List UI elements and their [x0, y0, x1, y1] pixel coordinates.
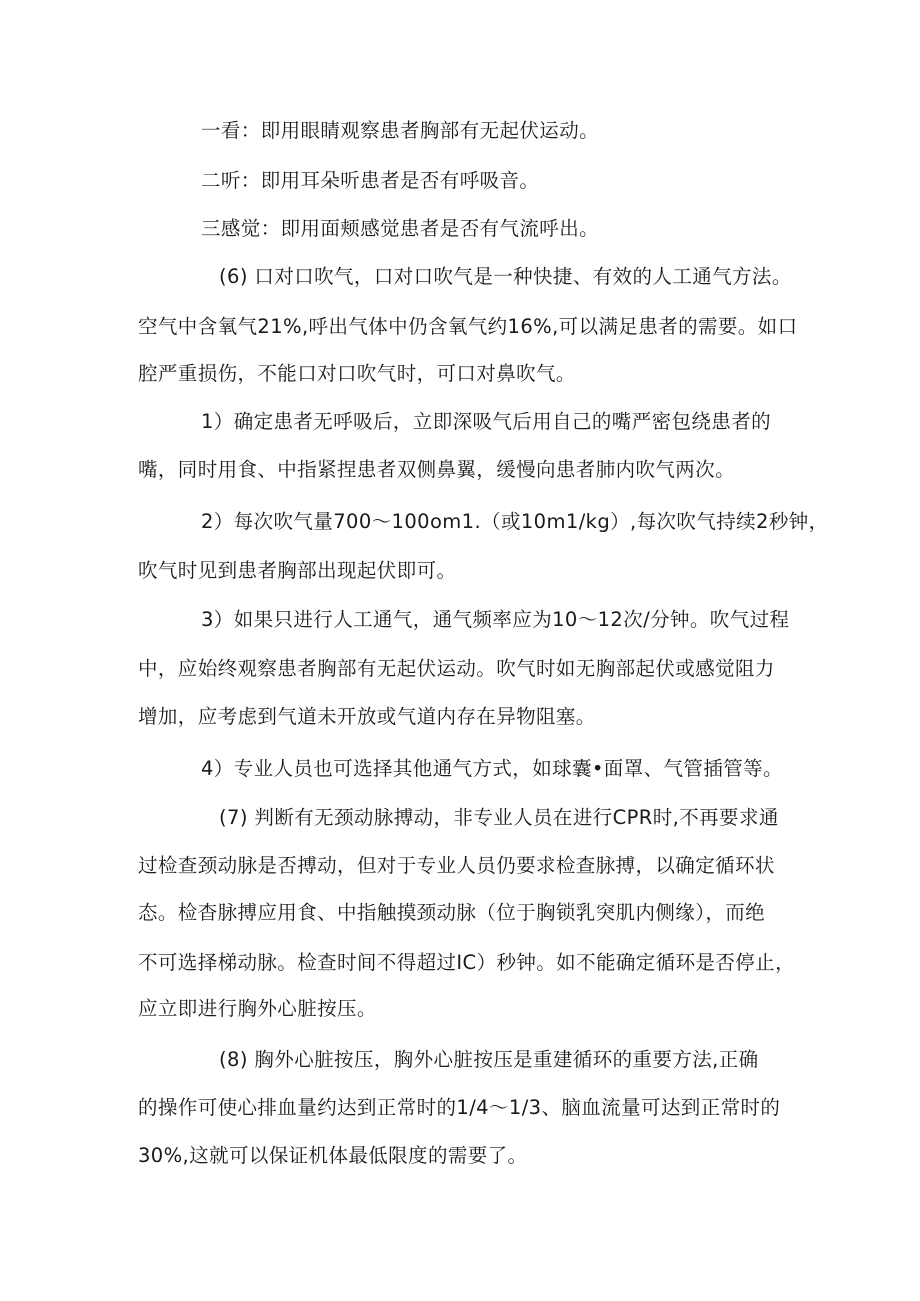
text-line: 吹气时见到患者胸部出现起伏即可。: [138, 559, 457, 582]
text-line: 嘴，同时用食、中指紧捏患者双侧鼻翼，缓慢向患者肺内吹气两次。: [138, 458, 736, 481]
text-line: 中，应始终观察患者胸部有无起伏运动。吹气时如无胸部起伏或感觉阻力: [138, 657, 775, 680]
text-line: 过检查颈动脉是否搏动，但对于专业人员仍要求检查脉搏，以确定循环状: [138, 854, 775, 877]
text-line: 不可选择梯动脉。检查时间不得超过IC）秒钟。如不能确定循环是否停止，: [138, 951, 795, 974]
text-line: 3）如果只进行人工通气，通气频率应为10〜12次/分钟。吹气过程: [201, 608, 790, 631]
text-line: 增加，应考虑到气道未开放或气道内存在异物阻塞。: [138, 705, 596, 728]
text-line: 态。检杳脉搏应用食、中指触摸颈动脉（位于胸锁乳突肌内侧缘），而绝: [138, 901, 766, 924]
text-line: 一看：即用眼睛观察患者胸部有无起伏运动。: [201, 119, 600, 142]
text-line: 应立即进行胸外心脏按压。: [138, 997, 377, 1020]
text-line: 三感觉：即用面颊感觉患者是否有气流呼出。: [201, 217, 600, 240]
text-line: (6) 口对口吹气，口对口吹气是一种快捷、有效的人工通气方法。: [219, 265, 792, 288]
text-line: (8) 胸外心脏按压，胸外心脏按压是重建循环的重要方法,正确: [219, 1048, 759, 1071]
text-line: 4）专业人员也可选择其他通气方式，如球囊•面罩、气管插管等。: [201, 757, 783, 780]
text-line: 空气中含氧气21%,呼出气体中仍含氧气约16%,可以满足患者的需要。如口: [138, 315, 798, 338]
text-line: 2）每次吹气量700〜100om1.（或10m1/kg）,每次吹气持续2秒钟，: [201, 510, 829, 533]
text-line: 腔严重损伤，不能口对口吹气时，可口对鼻吹气。: [138, 362, 576, 385]
text-line: 的操作可使心排血量约达到正常时的1/4〜1/3、脑血流量可达到正常时的: [138, 1096, 781, 1119]
text-line: 30%,这就可以保证机体最低限度的需要了。: [138, 1144, 528, 1167]
text-line: 二听：即用耳朵听患者是否有呼吸音。: [201, 169, 540, 192]
text-line: 1）确定患者无呼吸后，立即深吸气后用自己的嘴严密包绕患者的: [201, 410, 772, 433]
text-line: (7) 判断有无颈动脉搏动，非专业人员在进行CPR时,不再要求通: [219, 806, 779, 829]
